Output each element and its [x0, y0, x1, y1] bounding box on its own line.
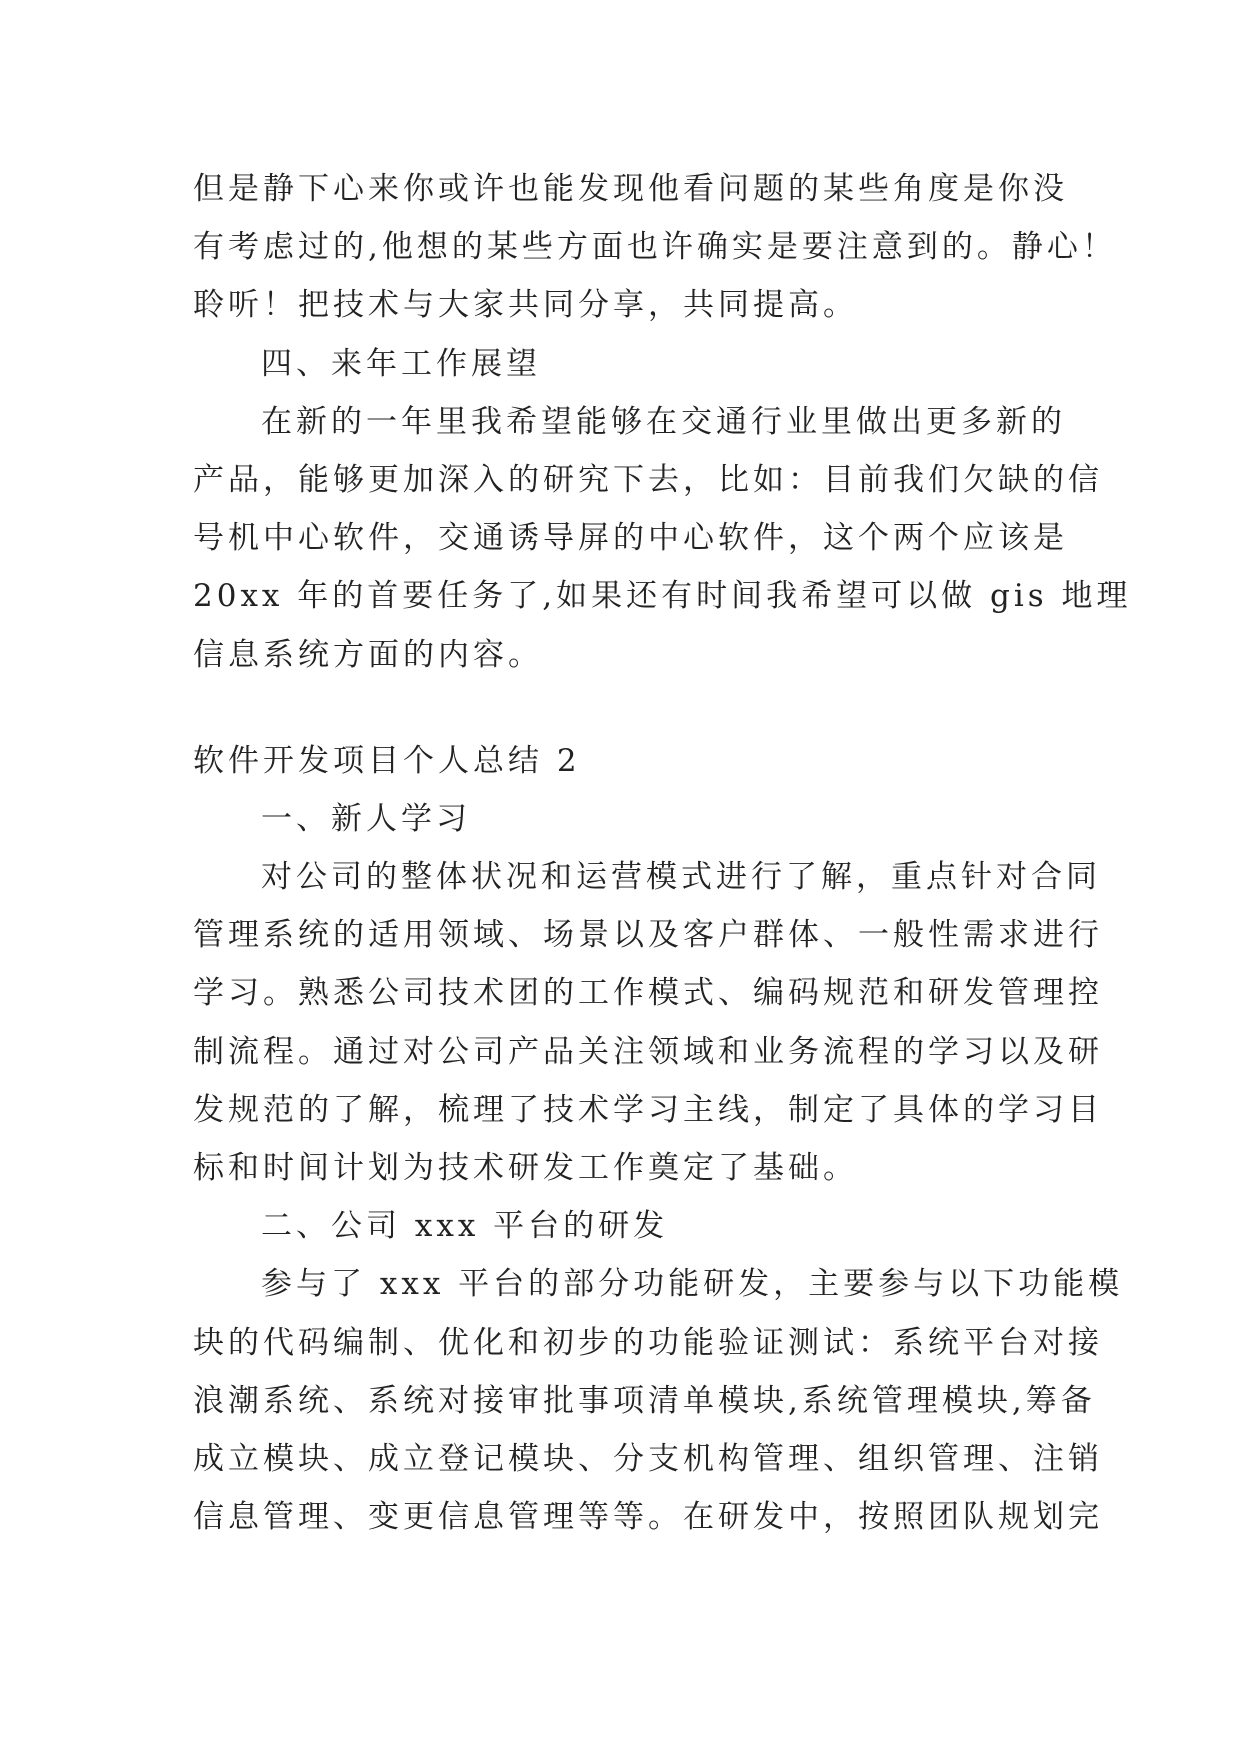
text-line: 产品，能够更加深入的研究下去，比如：目前我们欠缺的信 [193, 461, 1103, 498]
paragraph-outlook [193, 393, 1132, 684]
document-title: 软件开发项目个人总结 2 [193, 742, 581, 779]
text-line: 在新的一年里我希望能够在交通行业里做出更多新的 [261, 403, 1066, 440]
text-line: 制流程。通过对公司产品关注领域和业务流程的学习以及研 [193, 1033, 1103, 1070]
text-line: 标和时间计划为技术研发工作奠定了基础。 [193, 1150, 858, 1186]
text-line: 参与了 xxx 平台的部分功能研发，主要参与以下功能模 [261, 1266, 1124, 1303]
text-line: 20xx 年的首要任务了,如果还有时间我希望可以做 gis 地理 [193, 578, 1132, 615]
text-line: 成立模块、成立登记模块、分支机构管理、组织管理、注销 [193, 1440, 1103, 1477]
paragraph-continued [193, 160, 1117, 335]
text-line: 块的代码编制、优化和初步的功能验证测试：系统平台对接 [193, 1324, 1103, 1361]
paragraph-learning [193, 848, 1103, 1197]
text-line: 号机中心软件，交通诱导屏的中心软件，这个两个应该是 [193, 520, 1068, 557]
section-gap [193, 684, 1055, 732]
text-line: 聆听！把技术与大家共同分享，共同提高。 [193, 287, 858, 324]
text-line: 管理系统的适用领域、场景以及客户群体、一般性需求进行 [193, 917, 1103, 954]
text-line: 对公司的整体状况和运营模式进行了解，重点针对合同 [261, 859, 1101, 896]
text-line: 发规范的了解，梳理了技术学习主线，制定了具体的学习目 [193, 1091, 1103, 1128]
document-page [193, 160, 1132, 1546]
text-line: 信息系统方面的内容。 [193, 636, 543, 673]
section-heading: 四、来年工作展望 [261, 345, 541, 382]
text-line: 信息管理、变更信息管理等等。在研发中，按照团队规划完 [193, 1499, 1103, 1536]
text-line: 但是静下心来你或许也能发现他看问题的某些角度是你没 [193, 171, 1068, 207]
section-heading: 二、公司 xxx 平台的研发 [261, 1208, 669, 1245]
section-heading: 一、新人学习 [261, 800, 471, 837]
paragraph-platform [193, 1255, 1124, 1546]
text-line: 浪潮系统、系统对接审批事项清单模块,系统管理模块,筹备 [193, 1382, 1096, 1419]
text-line: 有考虑过的,他想的某些方面也许确实是要注意到的。静心！ [193, 229, 1117, 266]
text-line: 学习。熟悉公司技术团的工作模式、编码规范和研发管理控 [193, 975, 1103, 1012]
